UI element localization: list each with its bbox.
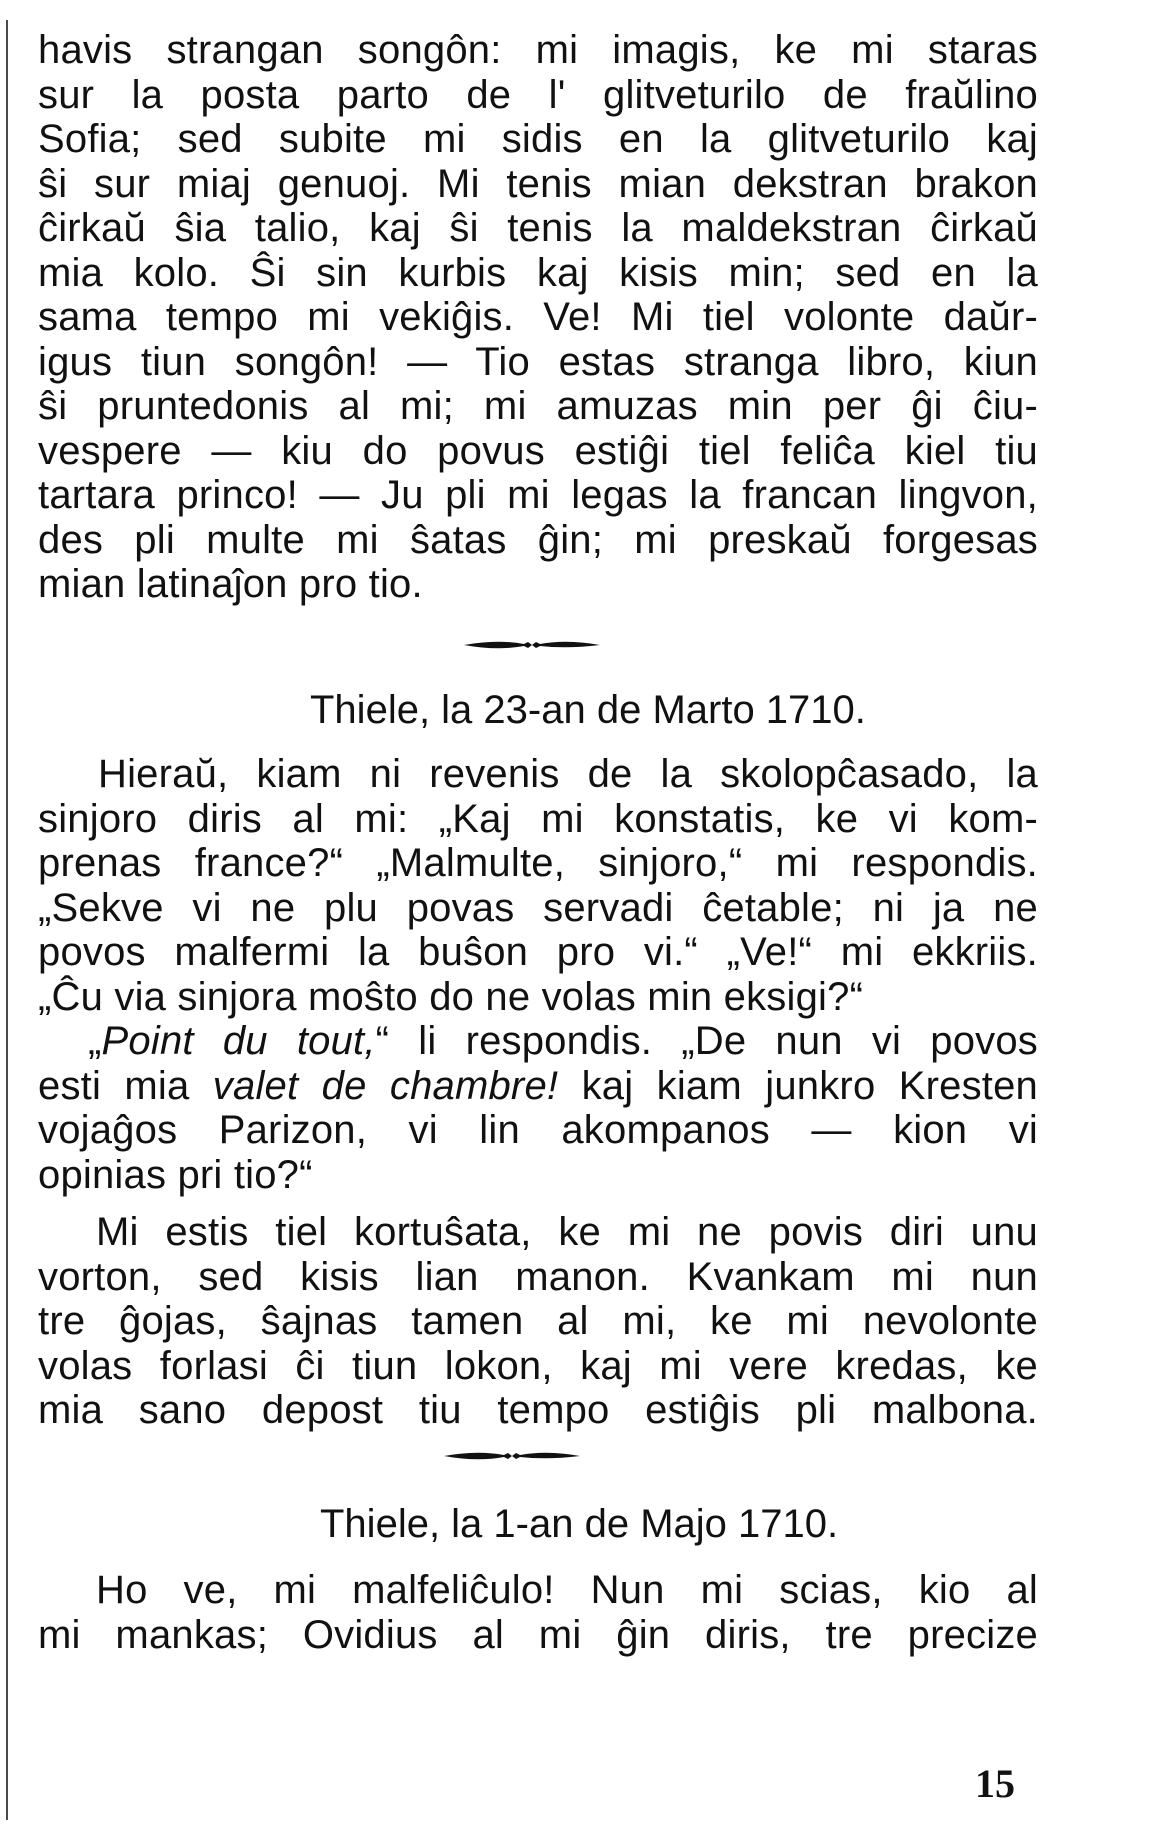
text-line: ĉirkaŭ ŝia talio, kaj ŝi tenis la maldekstran ĉirkaŭ	[38, 206, 1038, 250]
text-line: mia sano depost tiu tempo estiĝis pli malbona.	[38, 1388, 1038, 1432]
text-line: povos malfermi la buŝon pro vi.“ „Ve!“ mi ekkriis.	[38, 930, 1038, 974]
text-line: tartara princo! — Ju pli mi legas la francan lingvon,	[38, 473, 1038, 517]
text-line: havis strangan songôn: mi imagis, ke mi staras	[38, 28, 1038, 72]
diary-dateline	[320, 1502, 838, 1547]
text-line: vojaĝos Parizon, vi lin akompanos — kion vi	[38, 1108, 1038, 1152]
text-line: Hieraŭ, kiam ni revenis de la skolopĉasado, la	[98, 752, 1038, 796]
french-phrase: valet de chambre!	[212, 1063, 559, 1108]
section-divider-ornament	[462, 636, 602, 654]
text-line: sur la posta parto de l' glitveturilo de fraŭlino	[38, 72, 1038, 117]
text-line: mian latinaĵon pro tio.	[38, 562, 423, 606]
section-divider-ornament	[442, 1447, 582, 1465]
text-line: prenas france?“ „Malmulte, sinjoro,“ mi respondis.	[38, 841, 1038, 885]
text-line: Mi estis tiel kortuŝata, ke mi ne povis diri unu	[96, 1210, 1038, 1254]
paragraph-dream	[38, 28, 1038, 607]
french-phrase: Point du tout,	[101, 1019, 376, 1063]
page-edge-rule	[6, 20, 8, 1820]
text-line: Ho ve, mi malfeliĉulo! Nun mi scias, kio al	[96, 1568, 1038, 1612]
text-line: Sofia; sed subite mi sidis en la glitveturilo kaj	[38, 117, 1038, 161]
dateline-text: Thiele, la 23-an de Marto 1710.	[310, 688, 866, 732]
paragraph-french	[38, 752, 1038, 1197]
text-line: vorton, sed kisis lian manon. Kvankam mi nun	[38, 1254, 1038, 1299]
text-line: sama tempo mi vekiĝis. Ve! Mi tiel volonte daŭr-	[38, 295, 1038, 339]
text-line-italic: esti mia valet de chambre! kaj kiam junkro Kresten	[38, 1063, 1038, 1108]
text-line: des pli multe mi ŝatas ĝin; mi preskaŭ forgesas	[38, 517, 1038, 562]
text-line: tre ĝojas, ŝajnas tamen al mi, ke mi nevolonte	[38, 1299, 1038, 1343]
text-line: ŝi sur miaj genuoj. Mi tenis mian dekstran brakon	[38, 161, 1038, 206]
text-line: „Sekve vi ne plu povas servadi ĉetable; ni ja ne	[38, 885, 1038, 930]
paragraph-moved	[38, 1210, 1038, 1433]
text-line: mi mankas; Ovidius al mi ĝin diris, tre precize	[38, 1612, 1038, 1657]
page-number: 15	[975, 1761, 1015, 1806]
dateline-text: Thiele, la 1-an de Majo 1710.	[320, 1502, 839, 1546]
text-line: sinjoro diris al mi: „Kaj mi konstatis, ke vi kom-	[38, 796, 1038, 841]
paragraph-misfortune	[38, 1568, 1038, 1657]
diary-dateline	[310, 688, 866, 733]
text-line: opinias pri tio?“	[38, 1152, 313, 1197]
text-line: vespere — kiu do povus estiĝi tiel feliĉa kiel tiu	[38, 428, 1038, 473]
text-line: „Ĉu via sinjora moŝto do ne volas min eksigi?“	[38, 974, 864, 1019]
text-line: igus tiun songôn! — Tio estas stranga libro, kiun	[38, 339, 1038, 384]
text-line: volas forlasi ĉi tiun lokon, kaj mi vere kredas, ke	[38, 1343, 1038, 1388]
text-line-italic: „Point du tout,“ li respondis. „De nun vi povos	[88, 1019, 1038, 1063]
text-line: ŝi pruntedonis al mi; mi amuzas min per ĝi ĉiu-	[38, 384, 1038, 428]
text-line: mia kolo. Ŝi sin kurbis kaj kisis min; sed en la	[38, 250, 1038, 295]
